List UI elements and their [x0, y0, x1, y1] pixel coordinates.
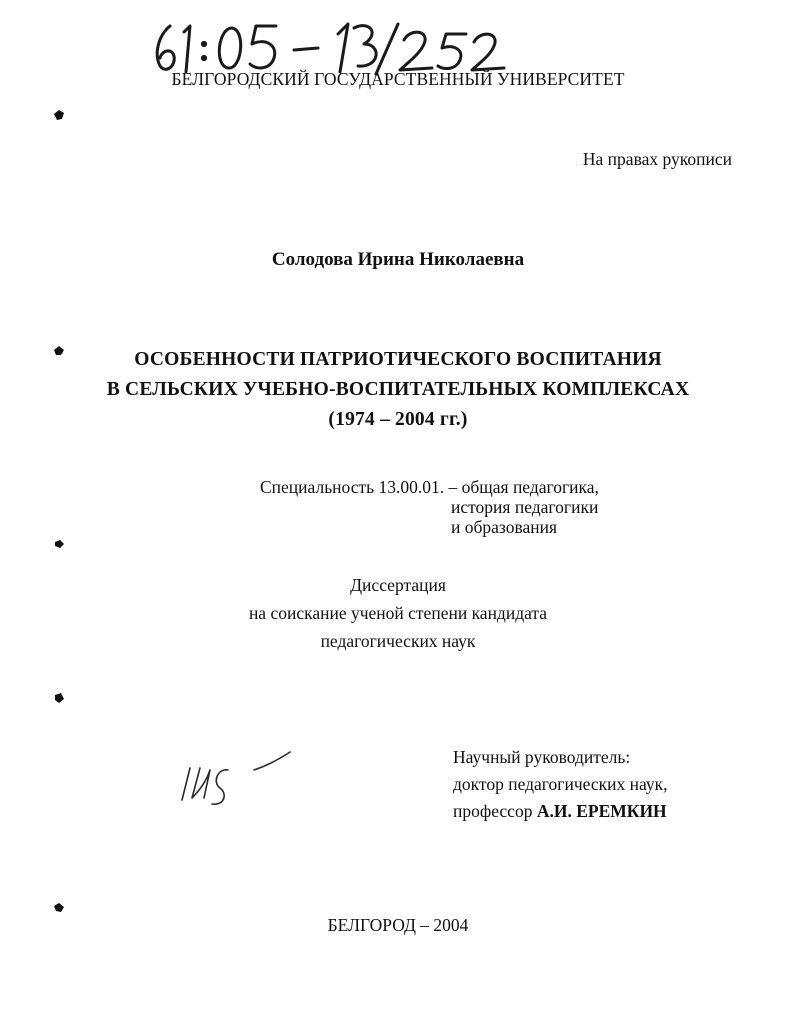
- specialty-line-3: и образования: [451, 517, 558, 537]
- dissertation-line-3: педагогических наук: [320, 631, 476, 651]
- specialty-line-1: Специальность 13.00.01. – общая педагогика,: [260, 477, 599, 497]
- thesis-title-line-1: ОСОБЕННОСТИ ПАТРИОТИЧЕСКОГО ВОСПИТАНИЯ: [134, 349, 662, 370]
- advisor-position: профессор: [453, 801, 533, 821]
- thesis-title-line-2: В СЕЛЬСКИХ УЧЕБНО-ВОСПИТАТЕЛЬНЫХ КОМПЛЕКСАХ: [106, 379, 690, 400]
- punch-mark-icon: [52, 344, 66, 358]
- dissertation-line-1: Диссертация: [350, 575, 446, 595]
- handwritten-archive-number: [148, 14, 508, 76]
- thesis-title-line-3: (1974 – 2004 гг.): [328, 409, 468, 430]
- signature-mark: [176, 748, 296, 808]
- dissertation-line-2: на соискание ученой степени кандидата: [248, 603, 548, 623]
- advisor-label: Научный руководитель:: [453, 747, 631, 767]
- university-name: БЕЛГОРОДСКИЙ ГОСУДАРСТВЕННЫЙ УНИВЕРСИТЕТ: [171, 69, 625, 89]
- author-name: Солодова Ирина Николаевна: [271, 249, 525, 270]
- punch-mark-icon: [52, 108, 66, 122]
- city-year: БЕЛГОРОД – 2004: [327, 915, 469, 935]
- punch-mark-icon: [52, 691, 66, 705]
- rights-note: На правах рукописи: [582, 149, 732, 169]
- punch-mark-icon: [52, 901, 66, 915]
- advisor-line: [453, 801, 667, 822]
- advisor-degree: доктор педагогических наук,: [453, 774, 668, 794]
- punch-mark-icon: [52, 537, 66, 551]
- specialty-line-2: история педагогики: [451, 497, 599, 517]
- advisor-name: А.И. ЕРЕМКИН: [536, 801, 667, 821]
